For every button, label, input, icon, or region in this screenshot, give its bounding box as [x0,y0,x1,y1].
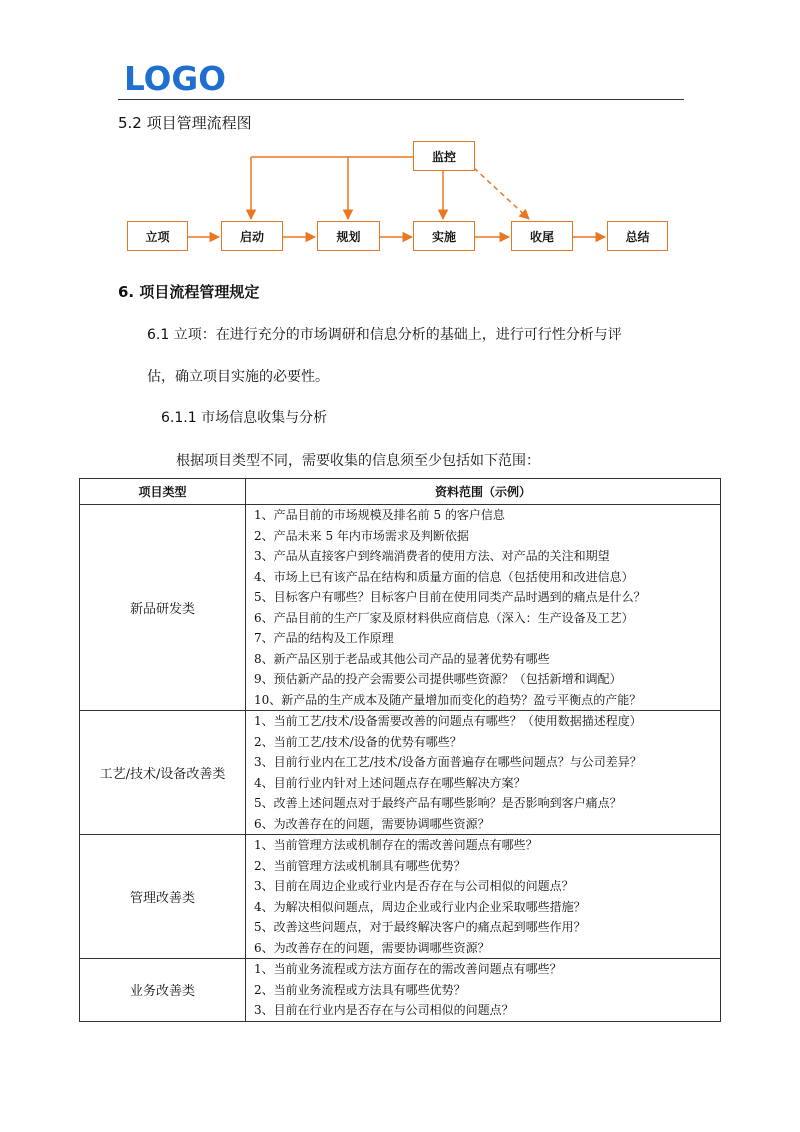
list-item: 6、为改善存在的问题，需要协调哪些资源？ [254,940,490,955]
header-info-scope: 资料范围（示例） [246,479,721,505]
logo-text: LOGO [124,62,226,94]
list-item: 3、目前行业内在工艺/技术/设备方面普遍存在哪些问题点？与公司差异？ [254,755,642,769]
items-cell [246,505,721,711]
list-item: 8、新产品区别于老品或其他公司产品的显著优势有哪些 [254,651,550,666]
flow-box-start: 启动 [221,221,283,251]
category-cell: 管理改善类 [80,835,246,959]
items-cell [246,711,721,835]
list-item: 9、预估新产品的投产会需要公司提供哪些资源？（包括新增和调配） [254,672,622,686]
paragraph-6-1-line2: 估，确立项目实施的必要性。 [147,369,329,385]
flow-box-summary: 总结 [607,221,668,251]
list-item: 6、产品目前的生产厂家及原材料供应商信息（深入：生产设备及工艺） [254,610,634,625]
category-cell: 业务改善类 [80,959,246,1022]
table-row [80,959,721,1022]
list-item: 3、产品从直接客户到终端消费者的使用方法、对产品的关注和期望 [254,549,610,563]
items-cell [246,835,721,959]
paragraph-6-1-line1: 6.1 立项：在进行充分的市场调研和信息分析的基础上，进行可行性分析与评 [147,327,622,343]
list-item: 2、当前管理方法或机制具有哪些优势？ [254,858,466,873]
header-project-type: 项目类型 [80,479,246,505]
table-row [80,505,721,711]
table-row [80,835,721,959]
table-row [80,711,721,835]
list-item: 1、当前管理方法或机制存在的需改善问题点有哪些？ [254,838,538,852]
category-cell: 工艺/技术/设备改善类 [80,711,246,835]
flow-box-execute: 实施 [413,221,475,251]
list-item: 4、目前行业内针对上述问题点存在哪些解决方案？ [254,775,526,790]
heading-6-1-1: 6.1.1 市场信息收集与分析 [161,410,328,426]
list-item: 2、产品未来 5 年内市场需求及判断依据 [254,528,469,543]
flow-box-plan: 规划 [317,221,380,251]
list-item: 5、改善上述问题点对于最终产品有哪些影响？是否影响到客户痛点？ [254,796,622,810]
flow-box-initiation: 立项 [127,221,188,251]
list-item: 2、当前工艺/技术/设备的优势有哪些？ [254,734,462,749]
list-item: 6、为改善存在的问题，需要协调哪些资源？ [254,816,490,831]
list-item: 4、为解决相似问题点，周边企业或行业内企业采取哪些措施？ [254,899,586,914]
list-item: 5、改善这些问题点，对于最终解决客户的痛点起到哪些作用？ [254,920,586,934]
list-item: 5、目标客户有哪些？目标客户目前在使用同类产品时遇到的痛点是什么？ [254,590,646,604]
info-scope-table [79,478,721,1022]
category-cell: 新品研发类 [80,505,246,711]
items-cell [246,959,721,1022]
section-5-2-title: 5.2 项目管理流程图 [118,114,252,132]
flow-box-monitor: 监控 [413,141,475,171]
section-6-title: 6. 项目流程管理规定 [118,283,260,301]
list-item: 1、当前业务流程或方法方面存在的需改善问题点有哪些？ [254,962,562,976]
list-item: 2、当前业务流程或方法具有哪些优势？ [254,982,466,997]
flow-box-close: 收尾 [511,221,573,251]
list-item: 3、目前在周边企业或行业内是否存在与公司相似的问题点？ [254,879,574,893]
list-item: 3、目前在行业内是否存在与公司相似的问题点？ [254,1003,514,1017]
flowchart-connectors [0,0,800,260]
intro-text: 根据项目类型不同，需要收集的信息须至少包括如下范围： [176,453,540,469]
list-item: 1、产品目前的市场规模及排名前 5 的客户信息 [254,508,505,522]
table-header-row [80,479,721,505]
monitor-to-close-arrow [474,168,529,219]
list-item: 4、市场上已有该产品在结构和质量方面的信息（包括使用和改进信息） [254,569,634,584]
list-item: 10、新产品的生产成本及随产量增加而变化的趋势？盈亏平衡点的产能？ [254,692,642,707]
list-item: 1、当前工艺/技术/设备需要改善的问题点有哪些？（使用数据描述程度） [254,714,642,728]
list-item: 7、产品的结构及工作原理 [254,631,394,645]
